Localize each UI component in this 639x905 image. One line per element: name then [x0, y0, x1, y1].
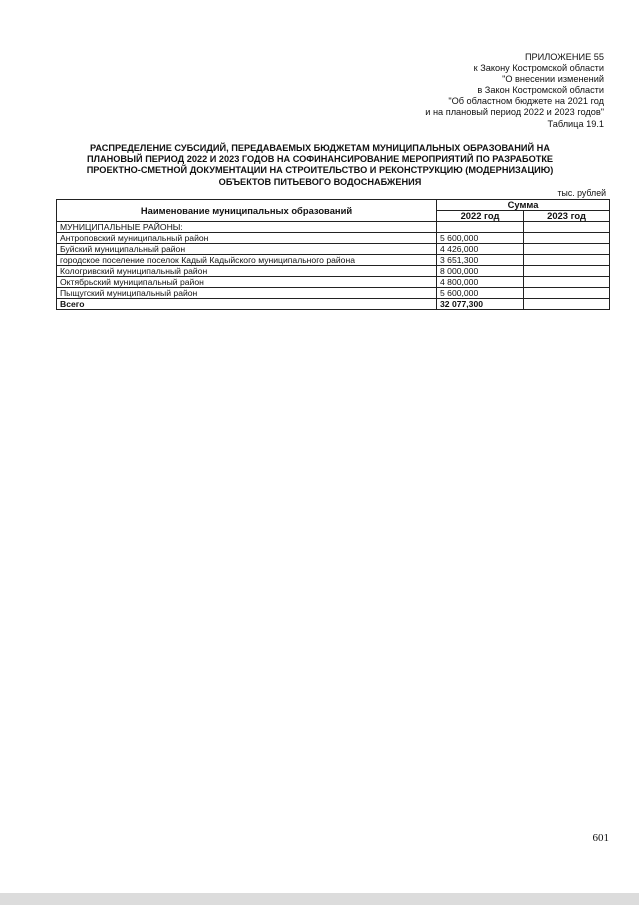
title-line: ПРОЕКТНО-СМЕТНОЙ ДОКУМЕНТАЦИИ НА СТРОИТЕЛЬСТВО И РЕКОНСТРУКЦИЮ (МОДЕРНИЗАЦИЮ) — [86, 165, 554, 176]
cell-2022: 4 426,000 — [437, 244, 524, 255]
title-line: ОБЪЕКТОВ ПИТЬЕВОГО ВОДОСНАБЖЕНИЯ — [218, 176, 422, 187]
unit-label: тыс. рублей — [557, 188, 606, 198]
table-row — [57, 233, 610, 244]
table-row — [57, 255, 610, 266]
title-line: ПЛАНОВЫЙ ПЕРИОД 2022 И 2023 ГОДОВ НА СОФИНАНСИРОВАНИЕ МЕРОПРИЯТИЙ ПО РАЗРАБОТКЕ — [86, 154, 554, 165]
total-2023 — [524, 299, 610, 310]
cell-2023 — [524, 277, 610, 288]
table-row — [57, 266, 610, 277]
cell-name: Октябрьский муниципальный район — [57, 277, 437, 288]
appendix-line: и на плановый период 2022 и 2023 годов" — [425, 107, 604, 118]
cell-name: Антроповский муниципальный район — [57, 233, 437, 244]
document-title — [70, 143, 570, 188]
column-header-name: Наименование муниципальных образований — [57, 200, 437, 222]
total-label: Всего — [57, 299, 437, 310]
cell-name: Буйский муниципальный район — [57, 244, 437, 255]
cell-2023 — [524, 244, 610, 255]
appendix-header — [425, 52, 604, 130]
cell-2022: 4 800,000 — [437, 277, 524, 288]
subsidy-table — [56, 199, 610, 310]
table-row — [57, 288, 610, 299]
cell-2023 — [524, 266, 610, 277]
appendix-line: "Об областном бюджете на 2021 год — [448, 96, 604, 107]
cell-2022 — [437, 222, 524, 233]
title-line: РАСПРЕДЕЛЕНИЕ СУБСИДИЙ, ПЕРЕДАВАЕМЫХ БЮДЖЕТАМ МУНИЦИПАЛЬНЫХ ОБРАЗОВАНИЙ НА — [90, 143, 550, 153]
total-2022: 32 077,300 — [437, 299, 524, 310]
cell-name: городское поселение поселок Кадый Кадыйского муниципального района — [57, 255, 437, 266]
page-number: 601 — [592, 832, 609, 844]
cell-2023 — [524, 288, 610, 299]
cell-2022: 8 000,000 — [437, 266, 524, 277]
appendix-line: к Закону Костромской области — [473, 63, 604, 74]
table-total-row — [57, 299, 610, 310]
cell-2023 — [524, 233, 610, 244]
cell-2023 — [524, 222, 610, 233]
appendix-line: "О внесении изменений — [502, 74, 604, 85]
cell-2022: 5 600,000 — [437, 233, 524, 244]
table-section-row — [57, 222, 610, 233]
section-label: МУНИЦИПАЛЬНЫЕ РАЙОНЫ: — [57, 222, 437, 233]
appendix-line: в Закон Костромской области — [477, 85, 604, 96]
column-header-2023: 2023 год — [524, 211, 610, 222]
column-header-2022: 2022 год — [437, 211, 524, 222]
cell-name: Кологривский муниципальный район — [57, 266, 437, 277]
table-number: Таблица 19.1 — [547, 118, 604, 129]
table-row — [57, 277, 610, 288]
cell-2022: 3 651,300 — [437, 255, 524, 266]
cell-name: Пыщугский муниципальный район — [57, 288, 437, 299]
table-row — [57, 244, 610, 255]
column-header-sum: Сумма — [437, 200, 610, 211]
cell-2022: 5 600,000 — [437, 288, 524, 299]
cell-2023 — [524, 255, 610, 266]
scan-bottom-edge — [0, 893, 639, 905]
appendix-line: ПРИЛОЖЕНИЕ 55 — [524, 52, 604, 62]
